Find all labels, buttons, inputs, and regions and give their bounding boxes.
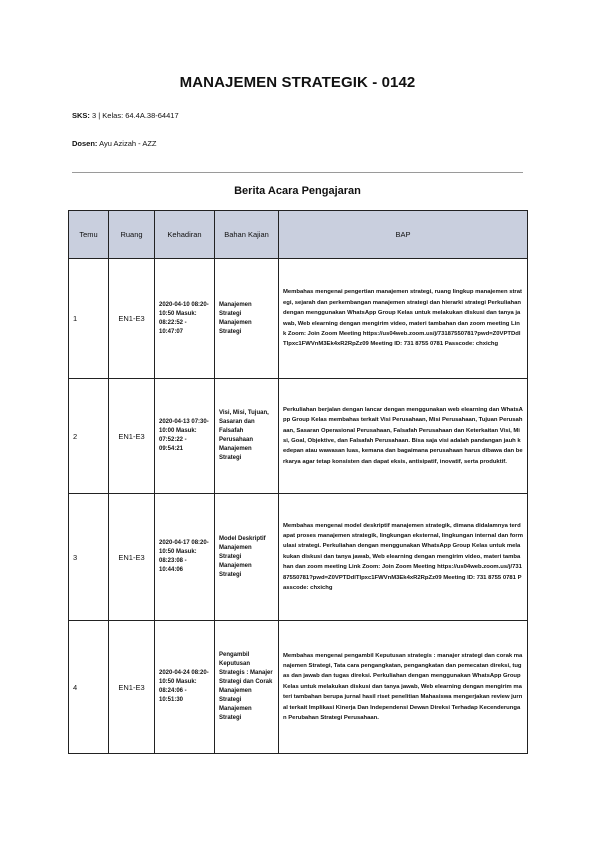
cell-kehadiran: 2020-04-24 08:20-10:50 Masuk: 08:24:06 - 10:51:30 — [155, 621, 215, 754]
cell-ruang: EN1-E3 — [109, 494, 155, 621]
header-ruang: Ruang — [109, 211, 155, 259]
cell-bap: Membahas mengenai pengambil Keputusan strategis : manajer strategi dan corak manajemen Strategi, Tata cara pengangkatan, pengangkatan dan pemecatan direksi, tugas dan jawab dan tugas direksi. Perkuliahan dengan menggunakan WhatsApp Group Kelas untuk melakukan diskusi dan tanya jawab, Web elearning dengan mengirim materi tambahan berupa jurnal hasil riset penelitian Mahasiswa mengerjakan review jurnal terkait Implikasi Kinerja Dan Independensi Dewan Direksi Terhadap Kecenderungan Perubahan Strategi Perusahaan. — [279, 621, 528, 754]
cell-bahan-kajian: Pengambil Keputusan Strategis : Manajer Strategi dan Corak Manajemen Strategi Manajemen Strategi — [215, 621, 279, 754]
header-kehadiran: Kehadiran — [155, 211, 215, 259]
sks-class-value: 3 | Kelas: 64.4A.38-64417 — [92, 111, 179, 120]
table-row — [69, 621, 528, 754]
cell-ruang: EN1-E3 — [109, 379, 155, 494]
section-title: Berita Acara Pengajaran — [234, 185, 361, 197]
dosen-label: Dosen: — [72, 139, 98, 148]
cell-bap: Perkuliahan berjalan dengan lancar dengan menggunakan web elearning dan WhatsApp Group Kelas membahas terkait Visi Perusahaan, Misi Perusahaan, Tujuan Perusahaan, Sasaran Operasional Perusahaan, Falsafah Perusahaan dan Keterkaitan Visi, Misi, Goal, Objektive, dan Falsafah Perusahaan. Bisa saja visi adalah pandangan jauh kedepan atau wawasan luas, kemana dan bagaimana perusahaan harus dibawa dan berkarya agar tetap konsisten dan dapat eksis, antisipatif, inovatif, serta produktif. — [279, 379, 528, 494]
cell-temu: 1 — [69, 259, 109, 379]
dosen-value: Ayu Azizah - AZZ — [99, 139, 157, 148]
sks-label: SKS: — [72, 111, 90, 120]
header-bap: BAP — [279, 211, 528, 259]
table-row — [69, 379, 528, 494]
cell-bahan-kajian: Visi, Misi, Tujuan, Sasaran dan Falsafah Perusahaan Manajemen Strategi — [215, 379, 279, 494]
cell-ruang: EN1-E3 — [109, 259, 155, 379]
cell-temu: 4 — [69, 621, 109, 754]
divider — [72, 172, 523, 173]
table-header-row — [69, 211, 528, 259]
cell-bap: Membahas mengenai pengertian manajemen strategi, ruang lingkup manajemen strategi, sejarah dan perkembangan manajemen strategi dan hierarki strategi Perkuliahan dengan menggunakan WhatsApp Group Kelas untuk melakukan diskusi dan tanya jawab, Web elearning dengan mengirim video, materi tambahan dan zoom meeting Link Zoom: Join Zoom Meeting https://us04web.zoom.us/j/73187550781?pwd=Z0VPTDdlTlpxc1FWVnM3Ek4xR2RpZz09 Meeting ID: 731 8755 0781 Passcode: chxichg — [279, 259, 528, 379]
cell-bahan-kajian: Manajemen Strategi Manajemen Strategi — [215, 259, 279, 379]
cell-temu: 2 — [69, 379, 109, 494]
cell-temu: 3 — [69, 494, 109, 621]
lecturer-info — [72, 139, 156, 148]
cell-bap: Membahas mengenai model deskriptif manajemen strategik, dimana didalamnya terdapat proses manajemen strategik, lingkungan eksternal, lingkungan internal dan formulasi strategi. Perkuliahan dengan menggunakan WhatsApp Group Kelas untuk melakukan diskusi dan tanya jawab, Web elearning dengan mengirim video, materi tambahan dan zoom meeting Link Zoom: Join Zoom Meeting https://us04web.zoom.us/j/73187550781?pwd=Z0VPTDdlTlpxc1FWVnM3Ek4xR2RpZz09 Meeting ID: 731 8755 0781 Passcode: chxichg — [279, 494, 528, 621]
document-title: MANAJEMEN STRATEGIK - 0142 — [179, 74, 416, 91]
cell-kehadiran: 2020-04-17 08:20-10:50 Masuk: 08:23:08 - 10:44:06 — [155, 494, 215, 621]
cell-ruang: EN1-E3 — [109, 621, 155, 754]
teaching-report-table — [68, 210, 528, 754]
header-temu: Temu — [69, 211, 109, 259]
course-info — [72, 111, 179, 120]
cell-bahan-kajian: Model Deskriptif Manajemen Strategi Manajemen Strategi — [215, 494, 279, 621]
header-bahan-kajian: Bahan Kajian — [215, 211, 279, 259]
table-row — [69, 494, 528, 621]
cell-kehadiran: 2020-04-13 07:30-10:00 Masuk: 07:52:22 - 09:54:21 — [155, 379, 215, 494]
cell-kehadiran: 2020-04-10 08:20-10:50 Masuk: 08:22:52 - 10:47:07 — [155, 259, 215, 379]
table-row — [69, 259, 528, 379]
